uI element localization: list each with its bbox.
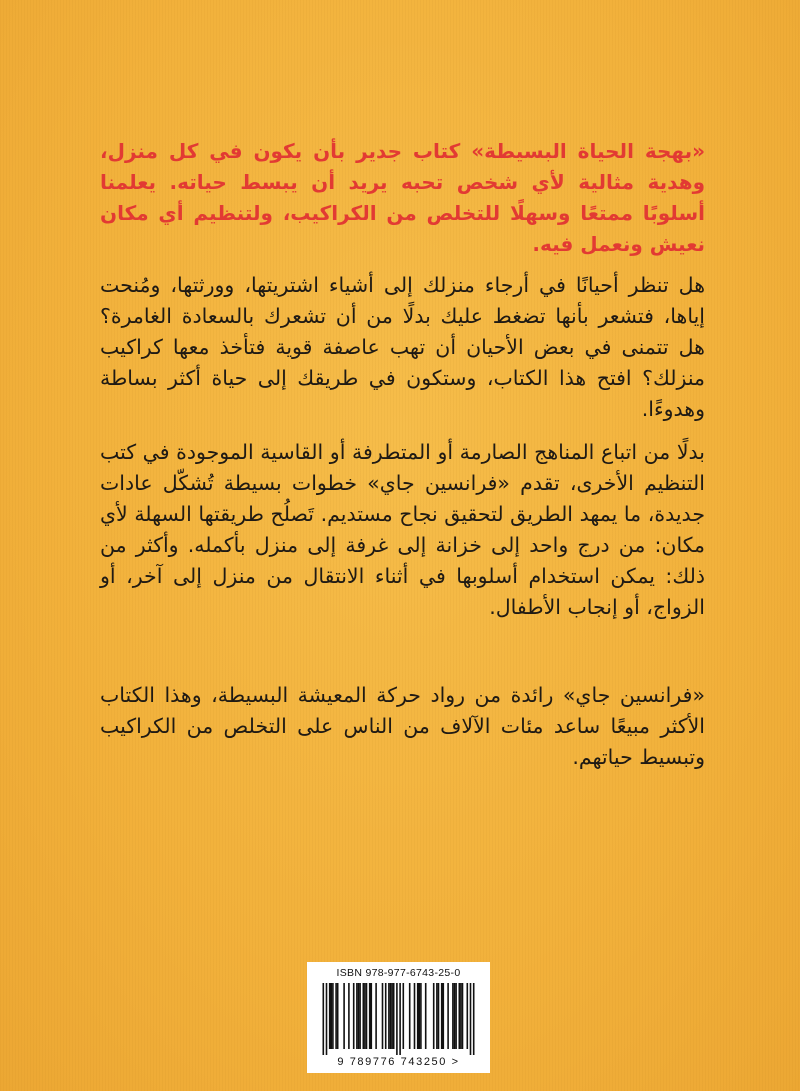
barcode-bar — [371, 983, 373, 1049]
barcode-digits: 9 789776 743250 > — [337, 1056, 460, 1068]
barcode-bar — [382, 983, 384, 1049]
barcode-bar — [433, 983, 435, 1049]
barcode-bar — [420, 983, 422, 1049]
barcode-bar — [414, 983, 416, 1049]
barcode-bar — [399, 983, 401, 1055]
barcode-bar — [436, 983, 438, 1049]
barcode-bar — [419, 983, 421, 1049]
barcode-bar — [455, 983, 457, 1049]
barcode-label — [307, 962, 490, 1073]
barcode-bar — [331, 983, 333, 1049]
intro-blurb: «بهجة الحياة البسيطة» كتاب جدير بأن يكون في كل منزل، وهدية مثالية لأي شخص تحبه يريد أن يبسط حياته. يعلمنا أسلوبًا ممتعًا وسهلًا للتخلص من الكراكيب، ولتنظيم أي مكان نعيش ونعمل فيه. — [100, 139, 705, 256]
barcode-bar — [375, 983, 377, 1049]
author-paragraph: «فرانسين جاي» رائدة من رواد حركة المعيشة البسيطة، وهذا الكتاب الأكثر مبيعًا ساعد مئات الآلاف من الناس على التخلص من الكراكيب وتبسيط حياتهم. — [100, 683, 705, 769]
barcode-bar — [462, 983, 464, 1049]
barcode-bar — [369, 983, 371, 1049]
description-paragraph-2: بدلًا من اتباع المناهج الصارمة أو المتطرفة أو القاسية الموجودة في كتب التنظيم الأخرى، تقدم «فرانسين جاي» خطوات بسيطة تُشكّل عادات جديدة، ما يمهد الطريق لتحقيق نجاح مستديم. تَصلُح طريقتها السهلة لأي مكان: من درج واحد إلى خزانة إلى غرفة إلى منزل بأكمله. وأكثر من ذلك: يمكن استخدام أسلوبها في أثناء الانتقال من منزل إلى آخر، أو الزواج، أو إنجاب الأطفال. — [100, 440, 705, 619]
barcode-bar — [409, 983, 411, 1049]
barcode-bar — [329, 983, 331, 1049]
barcode-bar — [443, 983, 445, 1049]
barcode-bar — [473, 983, 475, 1055]
barcode-bar — [396, 983, 398, 1055]
barcode-bar — [467, 983, 469, 1049]
barcode-bar — [326, 983, 328, 1055]
barcode-bar — [417, 983, 419, 1049]
barcode-bar — [323, 983, 325, 1055]
barcode-bar — [393, 983, 395, 1049]
barcode-bar — [388, 983, 390, 1049]
barcode-bar — [391, 983, 393, 1049]
description-paragraph-1: هل تنظر أحيانًا في أرجاء منزلك إلى أشياء اشتريتها، وورثتها، ومُنحت إياها، فتشعر بأنها تضغط عليك بدلًا من أن تشعرك بالسعادة الغامرة؟ هل تتمنى في بعض الأحيان أن تهب عاصفة قوية فتأخذ معها كراكيب منزلك؟ افتح هذا الكتاب، وستكون في طريقك إلى حياة أكثر بساطة وهدوءًا. — [100, 273, 705, 421]
barcode-bar — [353, 983, 355, 1049]
barcode-bar — [385, 983, 387, 1049]
barcode-bar — [441, 983, 443, 1049]
barcode-bar — [332, 983, 334, 1049]
barcode-bar — [459, 983, 461, 1049]
barcode-bar — [403, 983, 405, 1049]
barcode-bar — [337, 983, 339, 1049]
barcode-bar — [454, 983, 456, 1049]
barcode-bar — [452, 983, 454, 1049]
barcode-bar — [366, 983, 368, 1049]
barcode-bars — [315, 983, 482, 1055]
barcode-bar — [425, 983, 427, 1049]
barcode-bar — [348, 983, 350, 1049]
isbn-text: ISBN 978-977-6743-25-0 — [336, 967, 461, 979]
barcode-bar — [363, 983, 365, 1049]
barcode-bar — [447, 983, 449, 1049]
barcode-bar — [364, 983, 366, 1049]
barcode-bar — [335, 983, 337, 1049]
barcode-bar — [390, 983, 392, 1049]
barcode-bar — [356, 983, 358, 1049]
barcode-bar — [438, 983, 440, 1049]
barcode-bar — [343, 983, 345, 1049]
barcode-bar — [460, 983, 462, 1049]
barcode-bar — [358, 983, 360, 1049]
barcode-bar — [470, 983, 472, 1055]
barcode-bar — [359, 983, 361, 1049]
